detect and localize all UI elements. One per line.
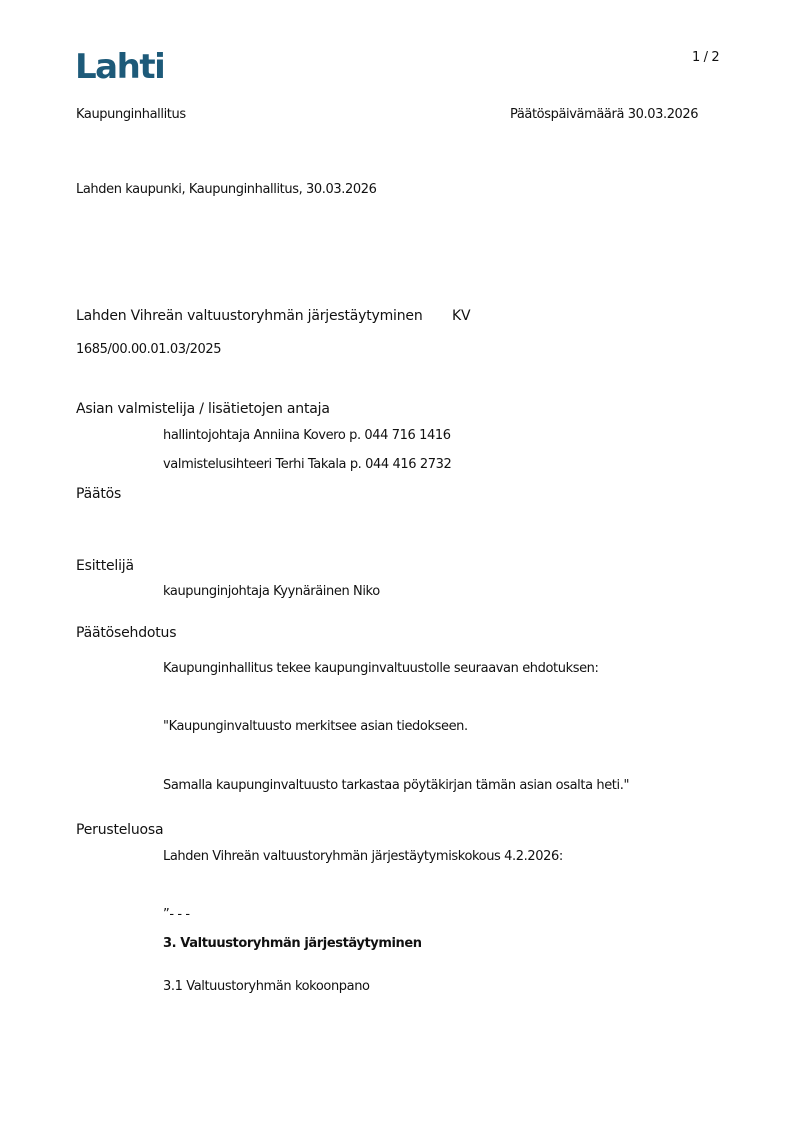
- proposal-quote: Samalla kaupunginvaltuusto tarkastaa pöytäkirjan tämän asian osalta heti.": [163, 778, 630, 793]
- proposal-heading: Päätösehdotus: [76, 625, 177, 641]
- proposal-intro: Kaupunginhallitus tekee kaupunginvaltuustolle seuraavan ehdotuksen:: [163, 661, 599, 676]
- decision-heading: Päätös: [76, 486, 122, 502]
- logo-text: Lahti: [75, 48, 165, 82]
- preparer-line: hallintojohtaja Anniina Kovero p. 044 716 1416: [163, 428, 451, 443]
- diary-number: 1685/00.00.01.03/2025: [76, 342, 222, 357]
- page-number: 1 / 2: [692, 50, 720, 65]
- meeting-line: Lahden kaupunki, Kaupunginhallitus, 30.03.2026: [76, 182, 377, 197]
- basis-section-title: 3. Valtuustoryhmän järjestäytyminen: [163, 936, 422, 951]
- basis-subsection: 3.1 Valtuustoryhmän kokoonpano: [163, 979, 370, 994]
- document-title: Lahden Vihreän valtuustoryhmän järjestäytyminen: [76, 308, 423, 324]
- document-tag: KV: [452, 308, 471, 324]
- preparer-line: valmistelusihteeri Terhi Takala p. 044 416 2732: [163, 457, 452, 472]
- presenter-name: kaupunginjohtaja Kyynäräinen Niko: [163, 584, 380, 599]
- presenter-heading: Esittelijä: [76, 558, 134, 574]
- header-decision-date: Päätöspäivämäärä 30.03.2026: [510, 107, 699, 122]
- lahti-logo: [75, 48, 167, 82]
- basis-intro: Lahden Vihreän valtuustoryhmän järjestäytymiskokous 4.2.2026:: [163, 849, 563, 864]
- preparers-heading: Asian valmistelija / lisätietojen antaja: [76, 401, 330, 417]
- basis-heading: Perusteluosa: [76, 822, 164, 838]
- header-organ: Kaupunginhallitus: [76, 107, 186, 122]
- proposal-quote: "Kaupunginvaltuusto merkitsee asian tiedokseen.: [163, 719, 468, 734]
- basis-ellipsis: ”- - -: [163, 907, 190, 922]
